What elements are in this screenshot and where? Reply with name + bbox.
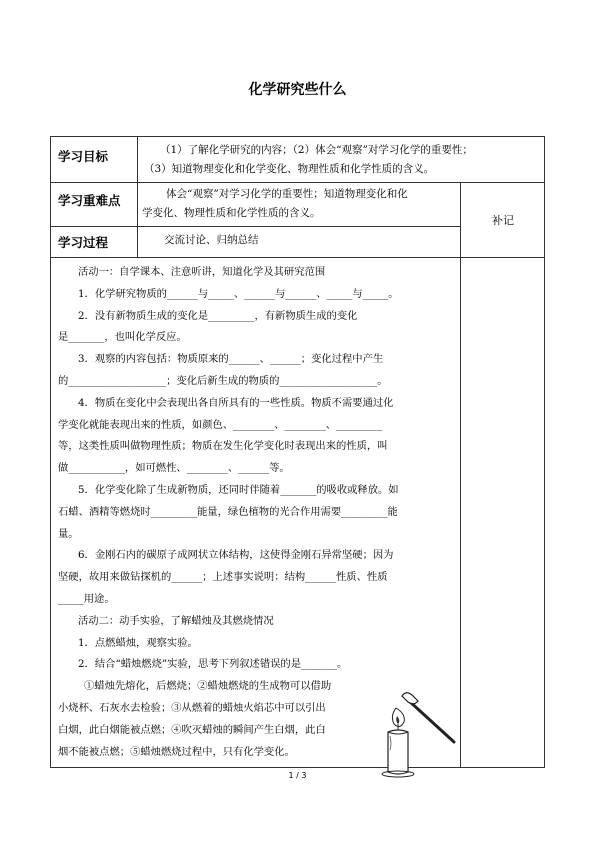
body-line: 学变化就能表现出来的性质，如颜色、________、________、_________ — [58, 418, 383, 431]
body-line: 5．化学变化除了生成新物质，还同时伴随着_______的吸收或释放。如 — [78, 483, 399, 496]
goals-line-2: （3）知道物理变化和化学变化、物理性质和化学性质的含义。 — [144, 163, 435, 175]
key-line-2: 学变化、物理性质和化学性质的含义。 — [142, 207, 321, 219]
body-line: 2．结合“蜡烛燃烧”实验，思考下列叙述错误的是_______。 — [78, 658, 348, 671]
activity-1-heading: 活动一：自学课本、注意听讲，知道化学及其研究范围 — [78, 266, 326, 278]
notes-label: 补记 — [492, 214, 514, 227]
body-line: 白烟，此白烟能被点燃；④吹灭蜡烛的瞬间产生白烟，此白 — [58, 723, 326, 736]
page-title: 化学研究些什么 — [248, 82, 347, 98]
process-text: 交流讨论、归纳总结 — [164, 234, 259, 246]
activity-2-heading: 活动二：动手实验，了解蜡烛及其燃烧情况 — [78, 614, 274, 627]
row-divider-goals — [50, 182, 545, 183]
candle-experiment-illustration — [378, 686, 460, 778]
process-label: 学习过程 — [58, 235, 109, 250]
body-line: _____用途。 — [58, 592, 115, 605]
body-line: 等，这类性质叫做物理性质；物质在发生化学变化时表现出来的性质，叫 — [58, 440, 388, 453]
body-line: 坚硬，故用来做钻探机的______；上述事实说明：结构______性质、性质 — [58, 571, 388, 584]
body-line: 1．点燃蜡烛，观察实验。 — [78, 636, 198, 649]
goals-line-1: （1）了解化学研究的内容；（2）体会“观察”对学习化学的重要性； — [160, 144, 473, 156]
body-line: 做___________，如可燃性、________、______等。 — [58, 462, 290, 475]
body-line: 小烧杯、石灰水去检验；③从燃着的蜡烛火焰芯中可以引出 — [58, 701, 326, 714]
row-divider-process — [50, 257, 545, 258]
body-line: 烟不能被点燃；⑤蜡烛燃烧过程中，只有化学变化。 — [58, 745, 295, 758]
body-line: 石蜡、酒精等燃烧时_________能量，绿色植物的光合作用需要_________能 — [58, 505, 398, 518]
label-column-divider — [137, 136, 138, 257]
body-line: 2．没有新物质生成的变化是_________，有新物质生成的变化 — [78, 309, 358, 322]
key-points-text — [142, 185, 458, 223]
row-divider-key — [50, 226, 460, 227]
body-line: 的___________________；变化后新生成的物质的___________________。 — [58, 374, 388, 387]
body-line: 是_______，也叫化学反应。 — [58, 331, 187, 344]
body-line: ①蜡烛先熔化，后燃烧；②蜡烛燃烧的生成物可以借助 — [84, 680, 332, 693]
body-line: 4．物质在变化中会表现出各自所具有的一些性质。物质不需要通过化 — [78, 396, 394, 409]
key-points-label: 学习重难点 — [58, 193, 121, 208]
notes-column-divider — [460, 182, 461, 768]
goals-label: 学习目标 — [58, 149, 109, 164]
body-line: 量。 — [58, 527, 79, 540]
key-line-1: 体会“观察”对学习化学的重要性；知道物理变化和化 — [166, 188, 408, 200]
body-line: 3．观察的内容包括：物质原来的______、______；变化过程中产生 — [78, 353, 384, 366]
body-line: 1．化学研究物质的______与_____、______与______、_____与_____。 — [78, 287, 399, 300]
page-number: 1 / 3 — [288, 771, 307, 780]
body-line: 6．金刚石内的碳原子成网状立体结构，这使得金刚石异常坚硬；因为 — [78, 549, 394, 562]
goals-text — [144, 141, 542, 179]
